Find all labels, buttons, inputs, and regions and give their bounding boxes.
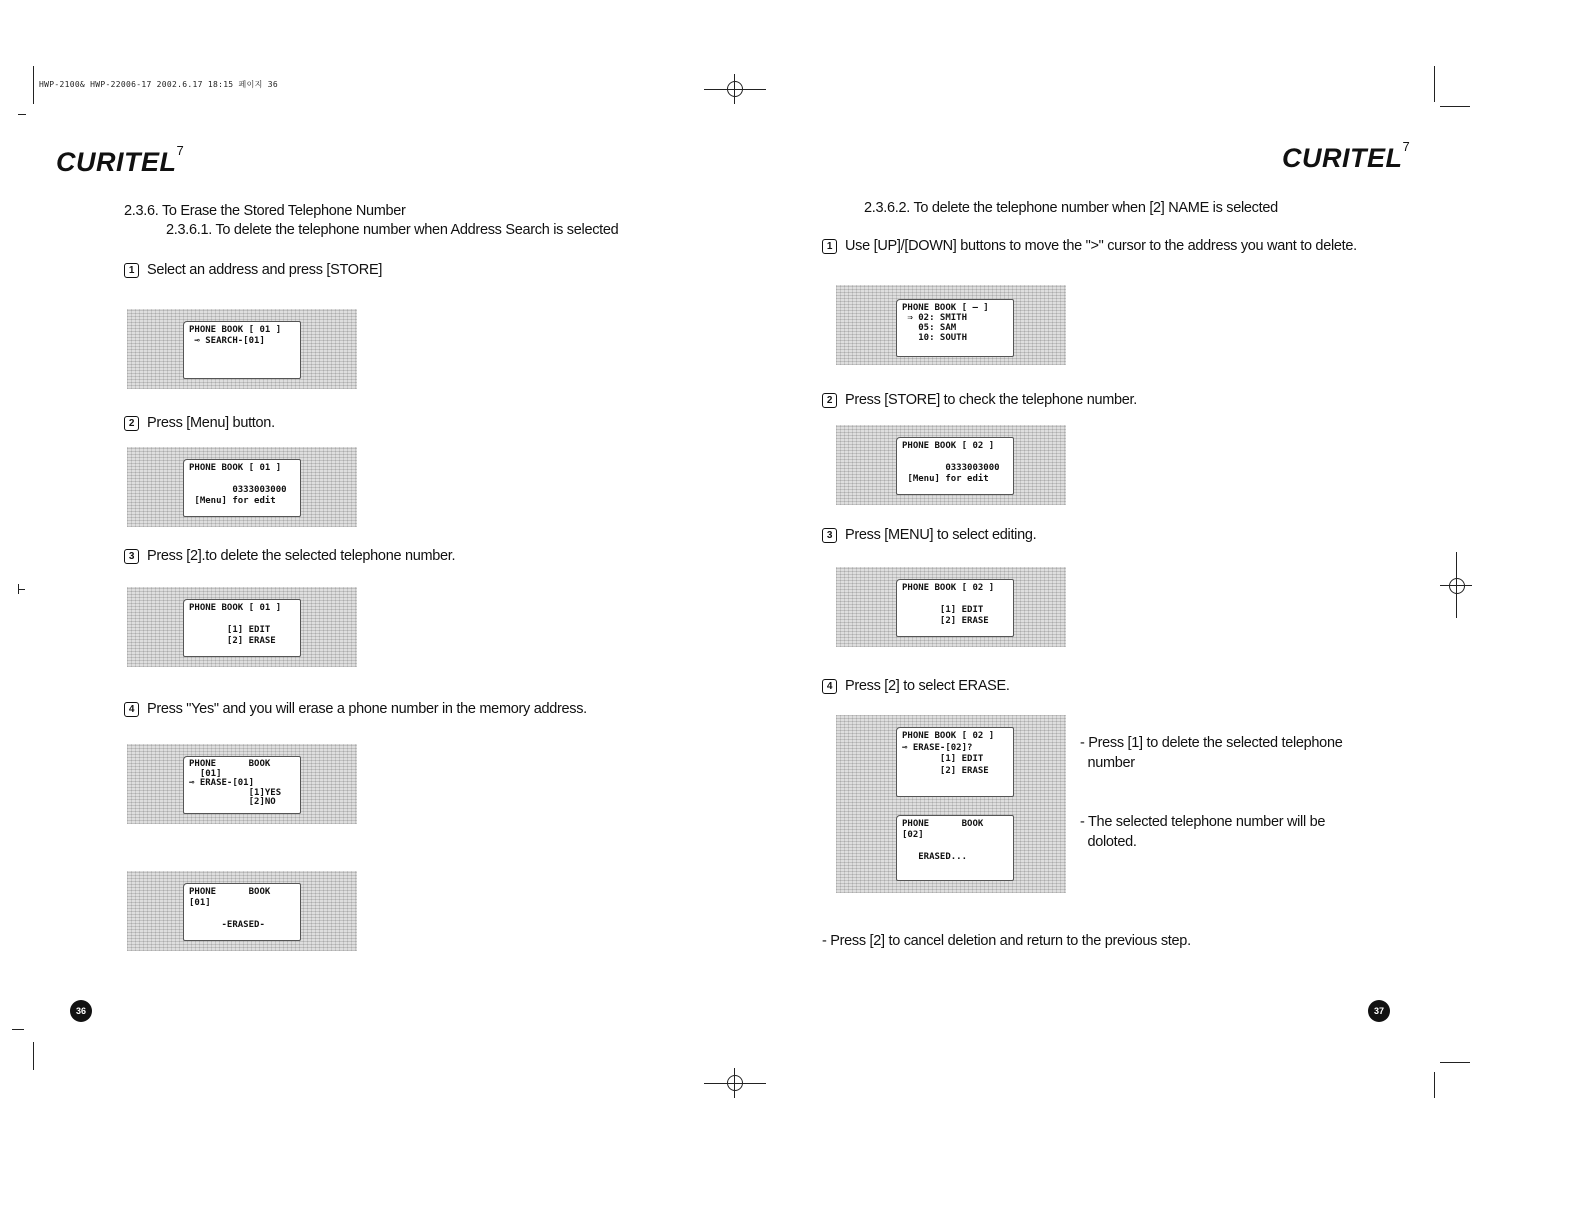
lcd-display: PHONE BOOK [ 02 ] ⊸ ERASE-[02]? [1] EDIT [2] ERASE [896, 727, 1014, 797]
section-subheading: 2.3.6.2. To delete the telephone number when [2] NAME is selected [864, 200, 1278, 216]
step-text: Select an address and press [STORE] [147, 262, 383, 278]
step-text: Press [MENU] to select editing. [845, 527, 1037, 543]
lcd-display: PHONE BOOK [ 02 ] [1] EDIT [2] ERASE [896, 579, 1014, 637]
lcd-display: PHONE BOOK [ 01 ] ⊸ SEARCH-[01] [183, 321, 301, 379]
section-heading: 2.3.6. To Erase the Stored Telephone Number [124, 203, 406, 219]
lcd-screenshot [127, 309, 357, 389]
step-text: Press [Menu] button. [147, 415, 275, 431]
crop-mark [33, 66, 34, 104]
step-1 [124, 262, 382, 278]
brand-mark: 7 [1402, 139, 1411, 154]
lcd-display: PHONE BOOK [02] ERASED... [896, 815, 1014, 881]
crop-mark [12, 1029, 24, 1030]
page-number-badge: 36 [70, 1000, 92, 1022]
step-1 [822, 238, 1357, 254]
lcd-screenshot [836, 567, 1066, 647]
step-text: Press [2] to select ERASE. [845, 678, 1010, 694]
lcd-display: PHONE BOOK [ 01 ] [1] EDIT [2] ERASE [183, 599, 301, 657]
step-number: 4 [822, 679, 837, 694]
step-number: 4 [124, 702, 139, 717]
section-subheading: 2.3.6.1. To delete the telephone number when Address Search is selected [166, 222, 619, 238]
step-3 [124, 548, 455, 564]
crop-mark [33, 1042, 34, 1070]
print-header: HWP-2100& HWP-22006-17 2002.6.17 18:15 페이지 36 [39, 80, 278, 89]
brand-logo-right [1282, 139, 1411, 174]
lcd-screenshot [836, 285, 1066, 365]
step-number: 2 [124, 416, 139, 431]
crop-mark [1434, 1072, 1435, 1098]
step-text: Press [2].to delete the selected telephone number. [147, 548, 456, 564]
step-number: 2 [822, 393, 837, 408]
step-number: 1 [822, 239, 837, 254]
step-3 [822, 527, 1036, 543]
crop-mark [18, 589, 25, 590]
lcd-screenshot [127, 447, 357, 527]
brand-name: CURITEL [56, 147, 177, 177]
step-4 [822, 678, 1010, 694]
lcd-display: PHONE BOOK [ — ] ⇒ 02: SMITH 05: SAM 10: SOUTH [896, 299, 1014, 357]
step-2 [124, 415, 275, 431]
lcd-screenshot [127, 744, 357, 824]
step-number: 1 [124, 263, 139, 278]
note: - Press [1] to delete the selected telephone number [1080, 735, 1343, 771]
lcd-display: PHONE BOOK [01] -ERASED- [183, 883, 301, 941]
step-text: Press "Yes" and you will erase a phone number in the memory address. [147, 701, 587, 717]
crop-mark [1440, 106, 1470, 107]
lcd-screenshot [127, 587, 357, 667]
footer-note: - Press [2] to cancel deletion and return to the previous step. [822, 933, 1191, 949]
crop-mark [18, 114, 26, 115]
lcd-screenshot-pair [836, 715, 1066, 893]
step-4 [124, 701, 587, 717]
lcd-display: PHONE BOOK [ 01 ] 0333003000 [Menu] for edit [183, 459, 301, 517]
step-text: Use [UP]/[DOWN] buttons to move the ">" cursor to the address you want to delete. [845, 238, 1357, 254]
lcd-screenshot [127, 871, 357, 951]
brand-name: CURITEL [1282, 143, 1403, 173]
page-number-badge: 37 [1368, 1000, 1390, 1022]
lcd-screenshot [836, 425, 1066, 505]
step-number: 3 [822, 528, 837, 543]
step-2 [822, 392, 1137, 408]
crop-mark [1434, 66, 1435, 102]
lcd-display: PHONE BOOK [ 02 ] 0333003000 [Menu] for edit [896, 437, 1014, 495]
step-number: 3 [124, 549, 139, 564]
lcd-display: PHONE BOOK [01] ⊸ ERASE-[01] [1]YES [2]NO [183, 756, 301, 814]
note: - The selected telephone number will be doloted. [1080, 814, 1326, 850]
brand-mark: 7 [176, 143, 185, 158]
step-text: Press [STORE] to check the telephone number. [845, 392, 1138, 408]
crop-mark [1440, 1062, 1470, 1063]
brand-logo-left [56, 143, 185, 178]
